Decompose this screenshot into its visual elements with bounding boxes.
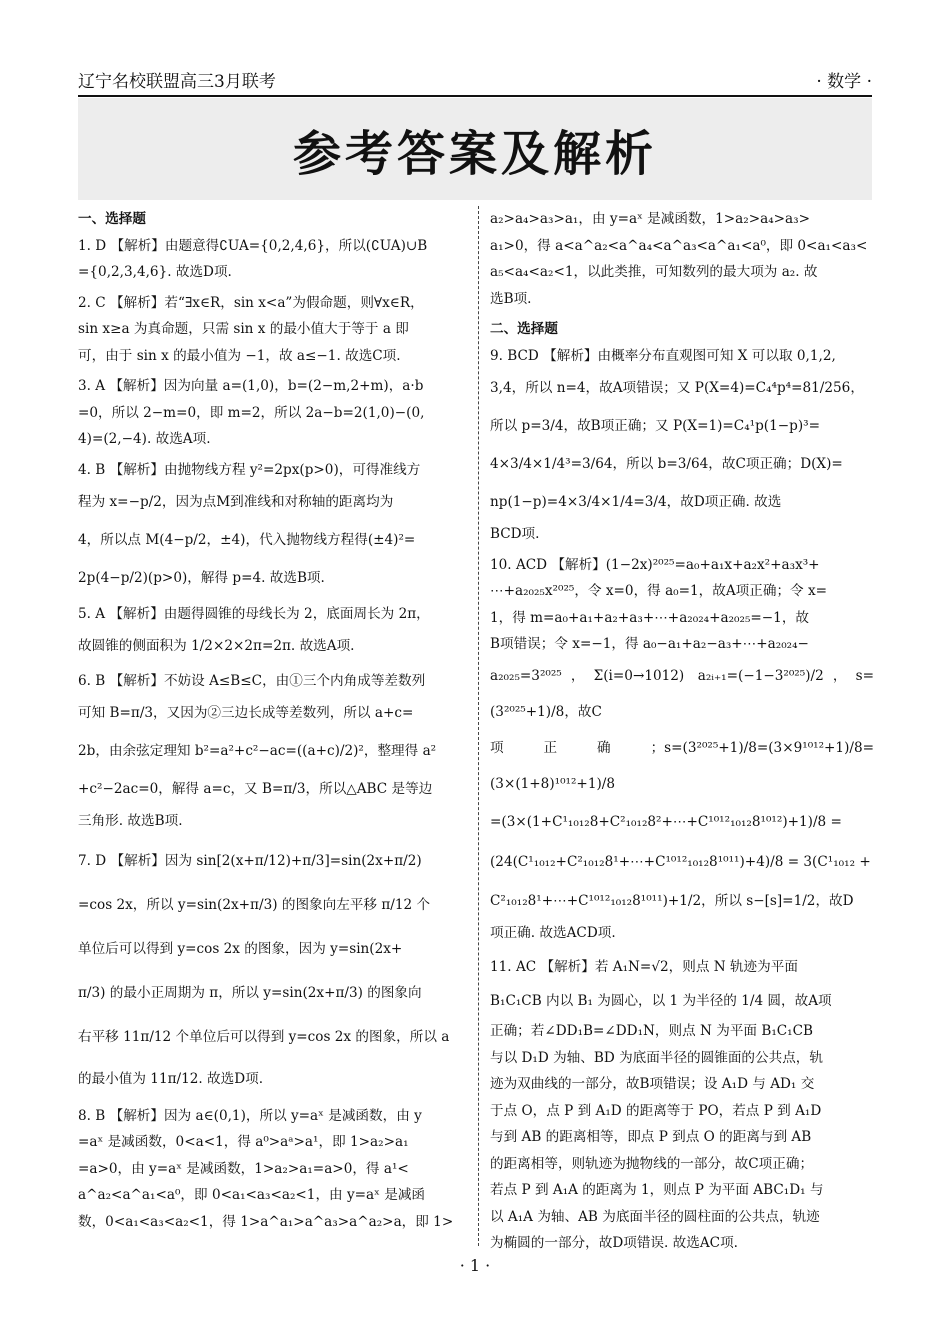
- page-header: [78, 62, 872, 97]
- answer-line: 迹为双曲线的一部分，故B项错误；设 A₁D 与 AD₁ 交: [490, 1076, 815, 1092]
- answer-line: (24(C¹₁₀₁₂+C²₁₀₁₂8¹+⋯+C¹⁰¹²₁₀₁₂8¹⁰¹¹)+4)/8 = 3(C¹₁₀₁₂ +: [490, 853, 871, 870]
- answer-line: =aˣ 是减函数，0<a<1，得 a⁰>aᵃ>a¹，即 1>a₂>a₁: [78, 1134, 409, 1150]
- answer-line: 4)=(2,−4). 故选A项.: [78, 431, 211, 447]
- answer-line: =0，所以 2−m=0，即 m=2，所以 2a−b=2(1,0)−(0,: [78, 404, 425, 421]
- answer-line: =cos 2x，所以 y=sin(2x+π/3) 的图象向左平移 π/12 个: [78, 896, 431, 913]
- answer-line: 4×3/4×1/4³=3/64，所以 b=3/64，故C项正确；D(X)=: [490, 456, 843, 472]
- answer-10: [490, 552, 874, 947]
- answer-line: =a>0，由 y=aˣ 是减函数，1>a₂>a₁=a>0，得 a¹<: [78, 1160, 409, 1177]
- answer-line: a^a₂<a^a₁<a⁰，即 0<a₁<a₃<a₂<1，由 y=aˣ 是减函: [78, 1187, 426, 1203]
- answer-line: 3. A 【解析】因为向量 a=(1,0)，b=(2−m,2+m)，a·b: [78, 378, 424, 394]
- answer-1: [78, 233, 468, 286]
- banner-title: 参考答案及解析: [292, 125, 657, 182]
- section-heading-2: 二、选择题: [490, 321, 558, 337]
- answer-6: [78, 668, 468, 835]
- answer-line: a₅<a₄<a₂<1，以此类推，可知数列的最大项为 a₂. 故: [490, 264, 818, 280]
- answer-line: a₂>a₄>a₃>a₁，由 y=aˣ 是减函数，1>a₂>a₄>a₃>: [490, 211, 810, 227]
- answer-line: B项错误；令 x=−1，得 a₀−a₁+a₂−a₃+⋯+a₂₀₂₄−: [490, 636, 809, 652]
- answer-line: 可知 B=π/3，又因为②三边长成等差数列，所以 a+c=: [78, 705, 414, 721]
- answer-line: 与到 AB 的距离相等，即点 P 到点 O 的距离与到 AB: [490, 1129, 812, 1145]
- answer-line: 单位后可以得到 y=cos 2x 的图象，因为 y=sin(2x+: [78, 940, 403, 957]
- answer-11: [490, 950, 874, 1257]
- answer-line: 10. ACD 【解析】(1−2x)²⁰²⁵=a₀+a₁x+a₂x²+a₃x³+: [490, 556, 820, 573]
- answer-line: 程为 x=−p/2，因为点M到准线和对称轴的距离均为: [78, 494, 394, 510]
- answer-7: [78, 839, 468, 1099]
- answer-line: 11. AC 【解析】若 A₁N=√2，则点 N 轨迹为平面: [490, 959, 798, 975]
- answer-line: 与以 D₁D 为轴、BD 为底面半径的圆锥面的公共点，轨: [490, 1049, 823, 1066]
- answer-5: [78, 601, 468, 664]
- answer-line: 5. A 【解析】由题得圆锥的母线长为 2，底面周长为 2π，: [78, 606, 430, 622]
- answer-line: 正确；若∠DD₁B=∠DD₁N，则点 N 为平面 B₁C₁CB: [490, 1023, 814, 1039]
- answer-line: 2p(4−p/2)(p>0)，解得 p=4. 故选B项.: [78, 570, 325, 586]
- header-subject: · 数学 ·: [816, 72, 872, 92]
- answer-8: [78, 1103, 468, 1236]
- answer-line: 2b，由余弦定理知 b²=a²+c²−ac=((a+c)/2)²，整理得 a²: [78, 743, 437, 759]
- answer-line: 可，由于 sin x 的最小值为 −1，故 a≤−1. 故选C项.: [78, 347, 401, 364]
- title-banner: [78, 98, 872, 200]
- answer-line: a₂₀₂₅=3²⁰²⁵，Σ(i=0→1012) a₂ᵢ₊₁=(−1−3²⁰²⁵)/2，s=(3²⁰²⁵+1)/8，故C: [490, 667, 874, 720]
- answer-line: 3,4，所以 n=4，故A项错误；又 P(X=4)=C₄⁴p⁴=81/256，: [490, 380, 864, 396]
- answer-line: B₁C₁CB 内以 B₁ 为圆心，以 1 为半径的 1/4 圆，故A项: [490, 993, 832, 1009]
- page-number: · 1 ·: [459, 1256, 491, 1275]
- answer-line: 项正确. 故选ACD项.: [490, 924, 616, 941]
- answer-line: 为椭圆的一部分，故D项错误. 故选AC项.: [490, 1235, 738, 1251]
- header-title: 辽宁名校联盟高三3月联考: [78, 72, 276, 92]
- answer-line: =(3×(1+C¹₁₀₁₂8+C²₁₀₁₂8²+⋯+C¹⁰¹²₁₀₁₂8¹⁰¹²)+1)/8 =: [490, 813, 842, 830]
- answer-line: 所以 p=3/4，故B项正确；又 P(X=1)=C₄¹p(1−p)³=: [490, 418, 820, 434]
- answer-8-continued: [490, 206, 874, 312]
- answer-line: 以 A₁A 为轴、AB 为底面半径的圆柱面的公共点，轨迹: [490, 1208, 820, 1225]
- answer-line: 若点 P 到 A₁A 的距离为 1，则点 P 为平面 ABC₁D₁ 与: [490, 1182, 824, 1198]
- answer-line: 4，所以点 M(4−p/2，±4)，代入抛物线方程得(±4)²=: [78, 532, 416, 548]
- answer-line: π/3) 的最小正周期为 π，所以 y=sin(2x+π/3) 的图象向: [78, 984, 422, 1001]
- answer-line: np(1−p)=4×3/4×1/4=3/4，故D项正确. 故选: [490, 494, 782, 510]
- answer-line: 故圆锥的侧面积为 1/2×2×2π=2π. 故选A项.: [78, 637, 355, 654]
- answer-line: +c²−2ac=0，解得 a=c，又 B=π/3，所以△ABC 是等边: [78, 781, 433, 797]
- answer-line: 7. D 【解析】因为 sin[2(x+π/12)+π/3]=sin(2x+π/2): [78, 852, 422, 869]
- answer-line: 数，0<a₁<a₃<a₂<1，得 1>a^a₁>a^a₃>a^a₂>a，即 1>: [78, 1213, 454, 1230]
- answer-line: 1，得 m=a₀+a₁+a₂+a₃+⋯+a₂₀₂₄+a₂₀₂₅=−1，故: [490, 609, 810, 626]
- answer-9: [490, 343, 874, 548]
- answer-line: 2. C 【解析】若“∃x∈R，sin x<a”为假命题，则∀x∈R，: [78, 294, 424, 311]
- right-column: [490, 206, 874, 1261]
- answer-line: 4. B 【解析】由抛物线方程 y²=2px(p>0)，可得准线方: [78, 461, 421, 478]
- answer-line: 8. B 【解析】因为 a∈(0,1)，所以 y=aˣ 是减函数，由 y: [78, 1107, 422, 1124]
- answer-line: ={0,2,3,4,6}. 故选D项.: [78, 264, 232, 280]
- answer-line: 的最小值为 11π/12. 故选D项.: [78, 1070, 264, 1087]
- answer-2: [78, 290, 468, 370]
- answer-line: 右平移 11π/12 个单位后可以得到 y=cos 2x 的图象，所以 a: [78, 1028, 450, 1045]
- section-heading-1: 一、选择题: [78, 211, 146, 227]
- answer-line: 选B项.: [490, 290, 532, 307]
- answer-line: 三角形. 故选B项.: [78, 813, 183, 829]
- left-column: [78, 206, 468, 1239]
- column-divider: [478, 206, 479, 1246]
- answer-line: a₁>0，得 a<a^a₂<a^a₄<a^a₃<a^a₁<a⁰，即 0<a₁<a₃<: [490, 237, 868, 254]
- answer-line: ⋯+a₂₀₂₅x²⁰²⁵，令 x=0，得 a₀=1，故A项正确；令 x=: [490, 583, 828, 599]
- answer-line: 6. B 【解析】不妨设 A≤B≤C，由①三个内角成等差数列: [78, 672, 426, 689]
- answer-4: [78, 457, 468, 598]
- answer-line: 于点 O，点 P 到 A₁D 的距离等于 PO，若点 P 到 A₁D: [490, 1102, 822, 1119]
- answer-3: [78, 373, 468, 453]
- answer-line: 的距离相等，则轨迹为抛物线的一部分，故C项正确；: [490, 1155, 814, 1172]
- answer-line: 9. BCD 【解析】由概率分布直观图可知 X 可以取 0,1,2,: [490, 347, 836, 364]
- answer-line: 项正确；s=(3²⁰²⁵+1)/8=(3×9¹⁰¹²+1)/8=(3×(1+8)¹⁰¹²+1)/8: [490, 739, 874, 792]
- answer-line: C²₁₀₁₂8¹+⋯+C¹⁰¹²₁₀₁₂8¹⁰¹¹)+1/2，所以 s−[s]=1/2，故D: [490, 892, 854, 909]
- answer-line: BCD项.: [490, 526, 540, 542]
- answer-line: 1. D 【解析】由题意得∁UA={0,2,4,6}，所以(∁UA)∪B: [78, 237, 428, 254]
- answer-line: sin x≥a 为真命题，只需 sin x 的最小值大于等于 a 即: [78, 321, 409, 337]
